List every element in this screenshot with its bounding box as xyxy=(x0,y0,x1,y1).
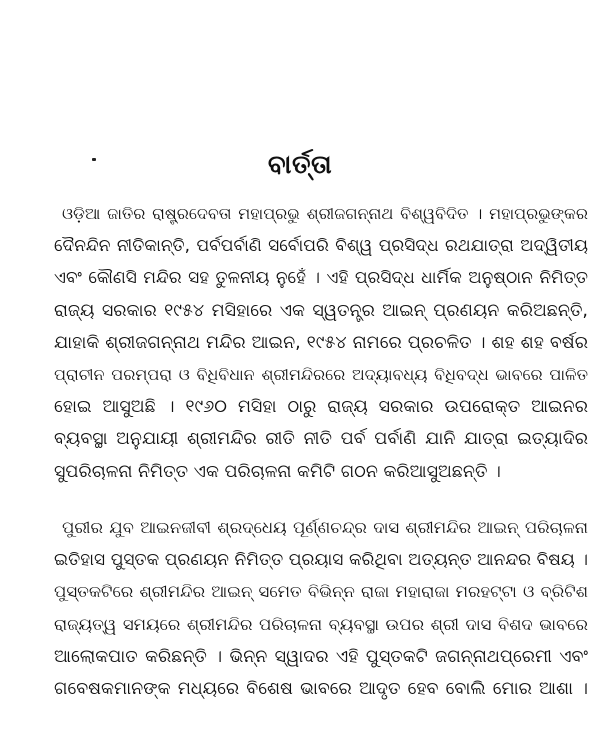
text-line: ଯାହାକି ଶ୍ରୀଜଗନ୍ନାଥ ମନ୍ଦିର ଆଇନ, ୧୯୫୪ ନାମରେ ପ୍ରଚଳିତ । ଶହ ଶହ ବର୍ଷର xyxy=(54,332,588,353)
page-title: ବାର୍ତ୍ତା xyxy=(267,150,333,180)
text-line: ରାଜ୍ୟ ସରକାର ୧୯୫୪ ମସିହାରେ ଏକ ସ୍ୱତନ୍ତ୍ର ଆଇନ୍ ପ୍ରଣୟନ କରିଅଛନ୍ତି, xyxy=(54,300,588,321)
text-line: ଦୈନନ୍ଦିନ ନୀତିକାନ୍ତି, ପର୍ବପର୍ବାଣି ସର୍ବୋପରି ବିଶ୍ୱ ପ୍ରସିଦ୍ଧ ରଥଯାତ୍ରା ଅଦ୍ୱିତୀୟ xyxy=(54,236,588,257)
text-line: ବ୍ୟବସ୍ଥା ଅନୁଯାୟୀ ଶ୍ରୀମନ୍ଦିର ରୀତି ନୀତି ପର୍ବ ପର୍ବାଣି ଯାନି ଯାତ୍ରା ଇତ୍ୟାଦିର xyxy=(54,429,588,450)
text-line: ହୋଇ ଆସୁଅଛି । ୧୯୬୦ ମସିହା ଠାରୁ ରାଜ୍ୟ ସରକାର ଉପରୋକ୍ତ ଆଇନର xyxy=(54,397,588,418)
paragraph-2 xyxy=(54,512,588,705)
text-line: ଗବେଷକମାନଙ୍କ ମଧ୍ୟରେ ବିଶେଷ ଭାବରେ ଆଦୃତ ହେବ ବୋଲି ମୋର ଆଶା । xyxy=(54,678,588,699)
paragraph-1 xyxy=(54,198,588,488)
text-line: ରାଜ୍ୟତ୍ୱ ସମୟରେ ଶ୍ରୀମନ୍ଦିର ପରିଚାଳନା ବ୍ୟବସ୍ଥା ଉପର ଶ୍ରୀ ଦାସ ବିଶଦ ଭାବରେ xyxy=(54,614,588,634)
text-line: ଓଡ଼ିଆ ଜାତିର ରାଷ୍ଟ୍ରଦେବତା ମହାପ୍ରଭୁ ଶ୍ରୀଜଗନ୍ନାଥ ବିଶ୍ୱବିଦିତ । ମହାପ୍ରଭୁଙ୍କର xyxy=(62,204,588,223)
text-line: ଏବଂ କୌଣସି ମନ୍ଦିର ସହ ତୁଳନୀୟ ନୁହେଁ । ଏହି ପ୍ରସିଦ୍ଧ ଧାର୍ମିକ ଅନୁଷ୍ଠାନ ନିମିତ୍ତ xyxy=(54,268,588,289)
text-line: ଆଲୋକପାତ କରିଛନ୍ତି । ଭିନ୍ନ ସ୍ୱାଦର ଏହି ପୁସ୍ତକଟି ଜଗନ୍ନାଥପ୍ରେମୀ ଏବଂ xyxy=(54,646,588,667)
text-line: ପୁରୀର ଯୁବ ଆଇନଜୀବୀ ଶ୍ରଦ୍ଧେୟ ପୂର୍ଣ୍ଣଚନ୍ଦ୍ର ଦାସ ଶ୍ରୀମନ୍ଦିର ଆଇନ୍ ପରିଚାଳନା xyxy=(62,518,588,537)
text-line: ଇତିହାସ ପୁସ୍ତକ ପ୍ରଣୟନ ନିମିତ୍ତ ପ୍ରୟାସ କରିଥିବା ଅତ୍ୟନ୍ତ ଆନନ୍ଦର ବିଷୟ । xyxy=(54,550,588,571)
text-line: ସୁପରିଚାଳନା ନିମିତ୍ତ ଏକ ପରିଚାଳନା କମିଟି ଗଠନ କରିଆସୁଅଛନ୍ତି । xyxy=(54,461,501,482)
text-line: ପ୍ରାଚୀନ ପରମ୍ପରା ଓ ବିଧିବିଧାନ ଶ୍ରୀମନ୍ଦିରରେ ଅଦ୍ୟାବଧ୍ୟ ବିଧିବଦ୍ଧ ଭାବରେ ପାଳିତ xyxy=(54,364,588,384)
text-line: ପୁସ୍ତକଟିରେ ଶ୍ରୀମନ୍ଦିର ଆଇନ୍ ସମେତ ବିଭିନ୍ନ ରାଜା ମହାରାଜା ମରହଟ୍ଟା ଓ ବ୍ରିଟିଶ xyxy=(54,582,588,602)
